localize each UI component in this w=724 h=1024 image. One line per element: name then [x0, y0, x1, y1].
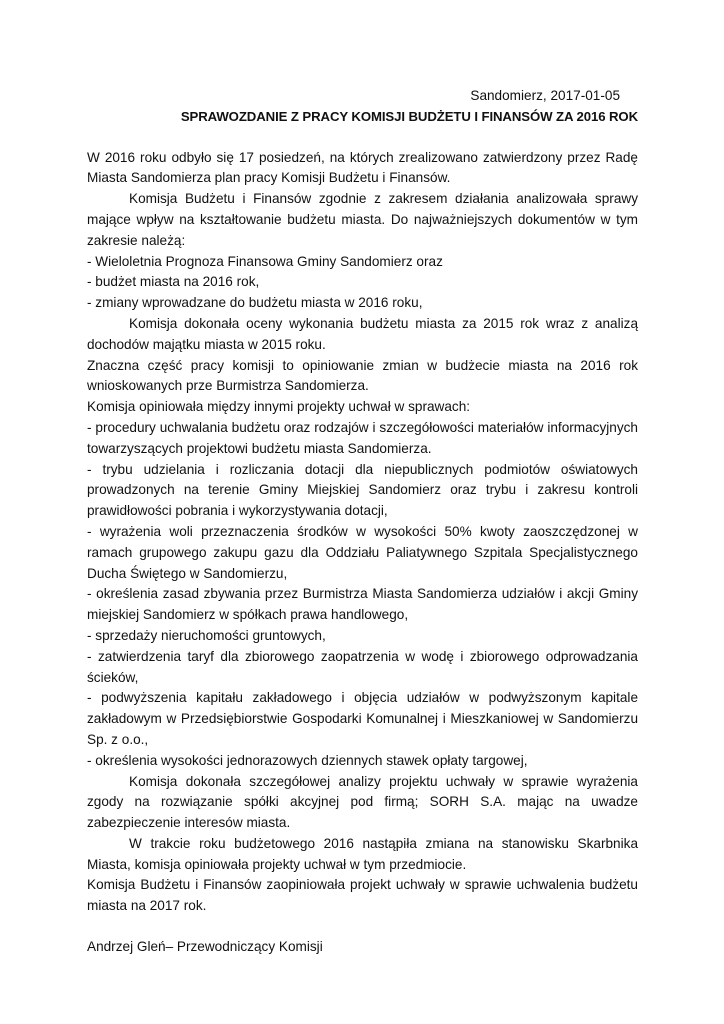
- resolution-list-item: - procedury uchwalania budżetu oraz rodzajów i szczegółowości materiałów informacyjnych towarzyszących projektowi budżetu miasta Sandomierza.: [87, 419, 638, 456]
- scope-paragraph: Komisja Budżetu i Finansów zgodnie z zakresem działania analizowała sprawy mające wpływ na kształtowanie budżetu miasta. Do najważniejszych dokumentów w tym zakresie należą:: [87, 191, 638, 248]
- document-list-item: - Wieloletnia Prognoza Finansowa Gminy Sandomierz oraz: [87, 253, 443, 269]
- document-page: [87, 86, 638, 958]
- resolution-list-item: - sprzedaży nieruchomości gruntowych,: [87, 627, 326, 643]
- treasurer-paragraph: W trakcie roku budżetowego 2016 nastąpiła zmiana na stanowisku Skarbnika Miasta, komisja opiniowała projekty uchwał w tym przedmiocie.: [87, 835, 638, 872]
- document-list-item: - zmiany wprowadzane do budżetu miasta w 2016 roku,: [87, 295, 423, 311]
- intro-paragraph: W 2016 roku odbyło się 17 posiedzeń, na których zrealizowano zatwierdzony przez Radę Miasta Sandomierza plan pracy Komisji Budżetu i Finansów.: [87, 149, 638, 186]
- resolution-list-item: - określenia zasad zbywania przez Burmistrza Miasta Sandomierza udziałów i akcji Gminy miejskiej Sandomierz w spółkach prawa handlowego,: [87, 586, 638, 623]
- resolution-list-item: - określenia wysokości jednorazowych dziennych stawek opłaty targowej,: [87, 752, 528, 768]
- signature-line: Andrzej Gleń– Przewodniczący Komisji: [87, 939, 323, 955]
- resolution-list-item: - wyrażenia woli przeznaczenia środków w wysokości 50% kwoty zaoszczędzonej w ramach grupowego zakupu gazu dla Oddziału Paliatywnego Szpitala Specjalistycznego Ducha Świętego w Sandomierzu,: [87, 523, 638, 581]
- date-line: Sandomierz, 2017-01-05: [470, 88, 620, 103]
- budget-2017-paragraph: Komisja Budżetu i Finansów zaopiniowała projekt uchwały w sprawie uchwalenia budżetu miasta na 2017 rok.: [87, 877, 638, 914]
- opinions-paragraph: Znaczna część pracy komisji to opiniowanie zmian w budżecie miasta na 2016 rok wnioskowanych prze Burmistrza Sandomierza.: [87, 357, 638, 394]
- resolution-list-item: - podwyższenia kapitału zakładowego i objęcia udziałów w podwyższonym kapitale zakładowym w Przedsiębiorstwie Gospodarki Komunalnej i Mieszkaniowej w Sandomierzu Sp. z o.o.,: [87, 690, 638, 747]
- document-list-item: - budżet miasta na 2016 rok,: [87, 274, 260, 290]
- resolution-list-item: - trybu udzielania i rozliczania dotacji dla niepublicznych podmiotów oświatowych prowadzonych na terenie Gminy Miejskiej Sandomierz oraz trybu i zakresu kontroli prawidłowości pobrania i wykorzystywania dotacji,: [87, 461, 638, 519]
- resolutions-intro: Komisja opiniowała między innymi projekty uchwał w sprawach:: [87, 399, 471, 415]
- evaluation-paragraph: Komisja dokonała oceny wykonania budżetu miasta za 2015 rok wraz z analizą dochodów majątku miasta w 2015 roku.: [87, 315, 638, 352]
- resolution-list-item: - zatwierdzenia taryf dla zbiorowego zaopatrzenia w wodę i zbiorowego odprowadzania ścieków,: [87, 648, 638, 685]
- document-title: SPRAWOZDANIE Z PRACY KOMISJI BUDŻETU I FINANSÓW ZA 2016 ROK: [180, 108, 638, 124]
- analysis-paragraph: Komisja dokonała szczegółowej analizy projektu uchwały w sprawie wyrażenia zgody na rozwiązanie spółki akcyjnej pod firmą; SORH S.A. mając na uwadze zabezpieczenie interesów miasta.: [87, 773, 638, 831]
